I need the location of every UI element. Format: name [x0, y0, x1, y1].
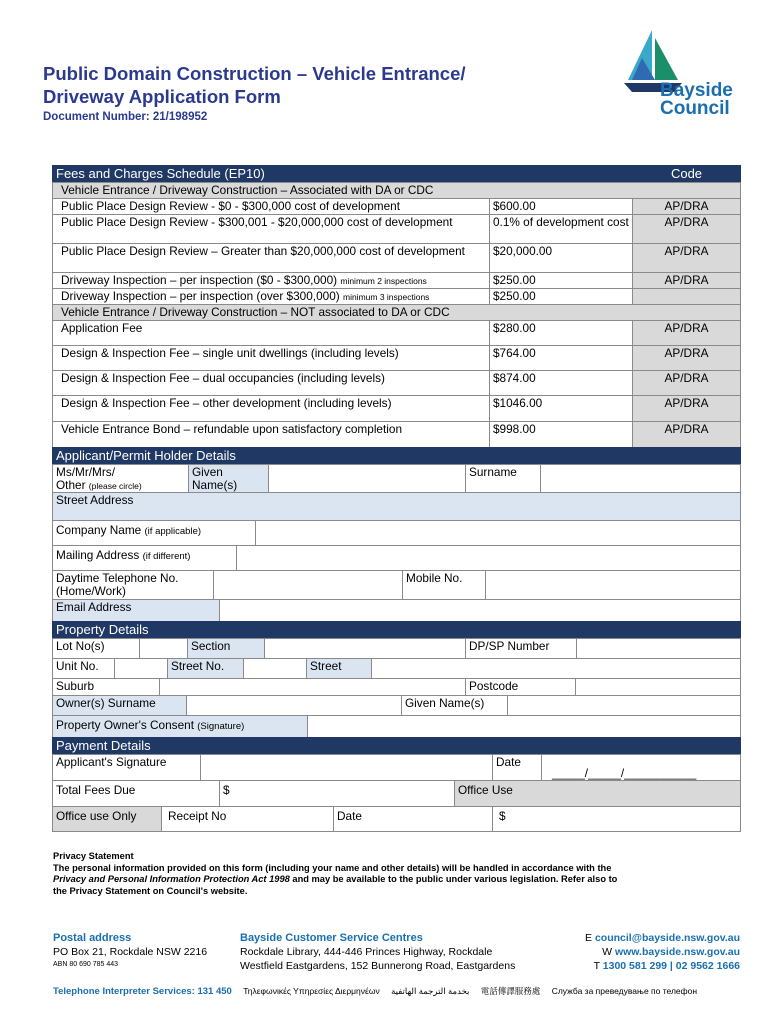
fee-row-code: AP/DRA	[632, 345, 741, 371]
mailing-address-input[interactable]	[236, 545, 741, 571]
bayside-council-logo	[622, 28, 742, 128]
postcode-input[interactable]	[575, 678, 741, 696]
interpreter-arabic: بخدمة الترجمة الهاتفية	[391, 986, 470, 996]
fee-row-code	[632, 288, 741, 305]
title-label-line2: Other	[56, 477, 86, 492]
fee-row-desc	[52, 272, 490, 289]
fee-row-desc: Public Place Design Review - $300,001 - $20,000,000 cost of development	[52, 214, 490, 244]
street-address-label: Street Address	[56, 493, 134, 507]
section-label: Section	[187, 638, 265, 659]
fee-row-desc: Design & Inspection Fee – single unit dwellings (including levels)	[52, 345, 490, 371]
fee-row-desc: Application Fee	[52, 320, 490, 346]
phone-input[interactable]	[213, 570, 403, 600]
mailing-address-text: Mailing Address	[56, 548, 140, 562]
fee-row-desc: Public Place Design Review - $0 - $300,000 cost of development	[52, 198, 490, 215]
phone-label: Daytime Telephone No. (Home/Work)	[52, 570, 214, 600]
privacy-text-2: and may be available to the public under various legislation. Refer also to	[289, 874, 618, 884]
payment-heading: Payment Details	[52, 737, 741, 755]
council-website-link[interactable]: www.bayside.nsw.gov.au	[614, 946, 740, 958]
fee-row-amount: $280.00	[489, 320, 633, 346]
tel-prefix: T	[593, 960, 603, 972]
postal-heading: Postal address	[53, 932, 132, 944]
fee-row-desc: Public Place Design Review – Greater than $20,000,000 cost of development	[52, 243, 490, 273]
applicant-signature-label: Applicant's Signature	[52, 754, 201, 781]
council-phone: 1300 581 299 | 02 9562 1666	[602, 960, 740, 972]
fee-row-code: AP/DRA	[632, 395, 741, 422]
owner-surname-label: Owner(s) Surname	[52, 695, 187, 716]
company-name-input[interactable]	[255, 520, 741, 546]
page-title	[43, 62, 563, 108]
lot-input[interactable]	[139, 638, 188, 659]
fee-row-desc-text: Driveway Inspection – per inspection (over $300,000)	[61, 289, 340, 303]
consent-text: Property Owner's Consent	[56, 718, 194, 732]
service-centres	[240, 931, 515, 973]
postal-address	[53, 931, 207, 970]
contact-details	[553, 931, 740, 973]
title-note: (please circle)	[88, 480, 142, 491]
suburb-label: Suburb	[52, 678, 160, 696]
title-line-1: Public Domain Construction – Vehicle Entrance/	[43, 63, 466, 84]
fee-row-amount: $600.00	[489, 198, 633, 215]
fee-row-amount: $874.00	[489, 370, 633, 396]
given-name-label: Given Name(s)	[188, 464, 269, 493]
logo-text-bayside: Bayside	[660, 80, 733, 101]
fee-row-desc: Design & Inspection Fee – other development (including levels)	[52, 395, 490, 422]
receipt-no-field[interactable]: Receipt No	[161, 806, 334, 832]
interpreter-text: Telephone Interpreter Services: 131 450	[53, 986, 232, 997]
fee-row-amount: $20,000.00	[489, 243, 633, 273]
centres-line-2: Westfield Eastgardens, 152 Bunnerong Road, Eastgardens	[240, 960, 516, 972]
fee-row-desc: Design & Inspection Fee – dual occupancies (including levels)	[52, 370, 490, 396]
fee-row-code: AP/DRA	[632, 214, 741, 244]
fee-row-note: minimum 2 inspections	[340, 276, 427, 286]
dp-sp-input[interactable]	[576, 638, 741, 659]
office-use-header: Office Use	[454, 780, 741, 807]
email-prefix: E	[585, 932, 595, 944]
email-label: Email Address	[52, 599, 220, 622]
street-label: Street	[306, 658, 372, 679]
consent-note: (Signature)	[197, 721, 245, 732]
web-prefix: W	[602, 946, 615, 958]
fee-row-code: AP/DRA	[632, 272, 741, 289]
dp-sp-label: DP/SP Number	[465, 638, 577, 659]
owner-given-label: Given Name(s)	[401, 695, 508, 716]
fee-row-amount: 0.1% of development cost	[489, 214, 633, 244]
centres-line-1: Rockdale Library, 444-446 Princes Highway, Rockdale	[240, 946, 493, 958]
section-input[interactable]	[264, 638, 466, 659]
logo-text-council: Council	[660, 98, 730, 119]
postcode-label: Postcode	[465, 678, 576, 696]
surname-label: Surname	[465, 464, 541, 493]
property-heading: Property Details	[52, 621, 741, 639]
company-note: (if applicable)	[144, 526, 202, 537]
given-name-input[interactable]	[268, 464, 466, 493]
abn: ABN 80 690 785 443	[53, 961, 118, 968]
title-label	[52, 464, 189, 493]
mobile-label: Mobile No.	[402, 570, 486, 600]
interpreter-macedonian: Служба за преведување по телефон	[551, 986, 698, 996]
privacy-act: Privacy and Personal Information Protection Act 1998	[53, 874, 290, 884]
interpreter-chinese: 電話傳譯服務處	[480, 986, 541, 996]
office-date-field[interactable]: Date	[333, 806, 493, 832]
consent-label	[52, 715, 308, 738]
owner-surname-input[interactable]	[186, 695, 402, 716]
privacy-text-3: the Privacy Statement on Council's website.	[53, 885, 248, 896]
suburb-input[interactable]	[159, 678, 466, 696]
fees-section-2: Vehicle Entrance / Driveway Construction – NOT associated to DA or CDC	[52, 304, 741, 321]
consent-signature-input[interactable]	[307, 715, 741, 738]
applicant-signature-input[interactable]	[200, 754, 493, 781]
mailing-note: (if different)	[142, 551, 191, 562]
fee-row-code: AP/DRA	[632, 243, 741, 273]
total-fees-input[interactable]: $	[219, 780, 455, 807]
fees-section-1: Vehicle Entrance / Driveway Construction – Associated with DA or CDC	[52, 182, 741, 199]
unit-label: Unit No.	[52, 658, 115, 679]
owner-given-input[interactable]	[507, 695, 741, 716]
street-no-input[interactable]	[243, 658, 307, 679]
unit-input[interactable]	[114, 658, 168, 679]
company-name-text: Company Name	[56, 523, 142, 537]
fee-row-amount: $250.00	[489, 272, 633, 289]
interpreter-greek: Τηλεφωνικές Υπηρεσίες Διερμηνέων	[243, 986, 380, 996]
fee-row-code: AP/DRA	[632, 370, 741, 396]
privacy-statement	[53, 851, 713, 897]
interpreter-services	[53, 985, 743, 997]
lot-label: Lot No(s)	[52, 638, 140, 659]
email-input[interactable]	[219, 599, 741, 622]
code-heading: Code	[632, 165, 741, 183]
mobile-input[interactable]	[485, 570, 741, 600]
document-number: Document Number: 21/198952	[43, 111, 208, 123]
office-amount-field[interactable]: $	[492, 806, 741, 832]
fee-row-amount: $998.00	[489, 421, 633, 448]
company-name-label	[52, 520, 256, 546]
fee-row-amount: $764.00	[489, 345, 633, 371]
street-address-row[interactable]	[52, 492, 741, 521]
fee-row-note: minimum 3 inspections	[342, 292, 430, 302]
surname-input[interactable]	[540, 464, 741, 493]
office-use-only-label: Office use Only	[52, 806, 162, 832]
fee-row-code: AP/DRA	[632, 198, 741, 215]
fee-row-amount: $250.00	[489, 288, 633, 305]
date-label: Date	[492, 754, 542, 781]
council-email-link[interactable]: council@bayside.nsw.gov.au	[594, 932, 740, 944]
fee-row-desc-text: Driveway Inspection – per inspection ($0 - $300,000)	[61, 273, 338, 287]
street-input[interactable]	[371, 658, 741, 679]
privacy-text-1: The personal information provided on this form (including your name and other details) will be handled in accordance with the	[53, 862, 612, 873]
applicant-heading: Applicant/Permit Holder Details	[52, 447, 741, 465]
fee-row-code: AP/DRA	[632, 320, 741, 346]
title-line-2: Driveway Application Form	[43, 86, 281, 107]
fee-row-desc	[52, 288, 490, 305]
date-input[interactable]: _____/_____/___________	[541, 754, 741, 781]
privacy-heading: Privacy Statement	[53, 851, 134, 861]
postal-line: PO Box 21, Rockdale NSW 2216	[53, 946, 208, 958]
fee-row-amount: $1046.00	[489, 395, 633, 422]
title-label-line1: Ms/Mr/Mrs/	[56, 465, 115, 479]
total-fees-label: Total Fees Due	[52, 780, 220, 807]
street-no-label: Street No.	[167, 658, 244, 679]
mailing-address-label	[52, 545, 237, 571]
fee-row-desc: Vehicle Entrance Bond – refundable upon satisfactory completion	[52, 421, 490, 448]
fee-row-code: AP/DRA	[632, 421, 741, 448]
centres-heading: Bayside Customer Service Centres	[240, 932, 423, 944]
fees-heading: Fees and Charges Schedule (EP10)	[52, 165, 633, 183]
